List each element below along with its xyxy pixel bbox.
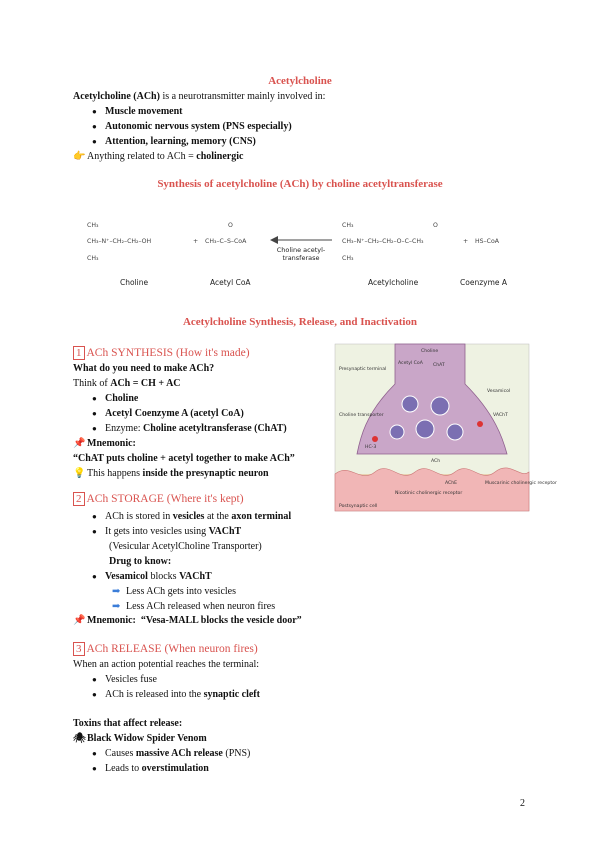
intro-text: is a neurotransmitter mainly involved in: [159, 91, 326, 102]
question-line: What do you need to make ACh? [73, 363, 215, 374]
intro-line [73, 90, 325, 103]
cholinergic-line: 👉 Anything related to ACh = cholinergic [73, 151, 244, 162]
pointing-hand-icon: 👉 [73, 151, 86, 162]
page-number: 2 [520, 798, 525, 809]
mnemonic-line: 📌 Mnemonic: [73, 438, 136, 449]
label-acetylcholine: Acetylcholine [368, 278, 419, 287]
plus-sign-2: + [463, 238, 469, 245]
list-item: ● Enzyme: Choline acetyltransferase (ChAT) [92, 423, 287, 434]
think-line: Think of ACh = CH + AC [73, 378, 181, 389]
label-coenzyme-a: Coenzyme A [460, 278, 508, 287]
ach-ch3-bottom: CH₃ [342, 255, 354, 262]
ach-carbonyl: O [433, 222, 438, 229]
fig-label-presynaptic: Presynaptic terminal [339, 367, 387, 372]
happens-line: 💡 This happens inside the presynaptic neuron [73, 468, 269, 479]
choline-ch3-top: CH₃ [87, 222, 99, 229]
acetylcoa-carbonyl: O [228, 222, 233, 229]
synapse-figure [335, 344, 557, 511]
list-item: ● Causes massive ACh release (PNS) [92, 748, 251, 759]
fig-label-postsynaptic: Postsynaptic cell [339, 504, 378, 509]
acetylcoa-formula: CH₃–C–S–CoA [205, 238, 247, 245]
list-item: ● Acetyl Coenzyme A (acetyl CoA) [92, 408, 244, 419]
fig-label-hc3: HC-3 [365, 445, 377, 450]
lightbulb-icon: 💡 [73, 468, 86, 479]
list-item: ● Autonomic nervous system (PNS especially) [92, 121, 292, 132]
list-item: ● Choline [92, 393, 139, 404]
plus-sign: + [193, 238, 199, 245]
number-badge: 3 [73, 642, 85, 656]
list-item: ● Muscle movement [92, 106, 183, 117]
list-item: ● It gets into vesicles using VAChT [92, 526, 242, 537]
fig-label-acetyl-coa: Acetyl CoA [398, 361, 423, 366]
fig-label-ache: AChE [445, 481, 458, 486]
list-item: ● Vesicles fuse [92, 674, 157, 685]
ach-formula: CH₃–N⁺–CH₂–CH₂–O–C–CH₃ [342, 238, 424, 245]
list-item: ● ACh is stored in vesicles at the axon terminal [92, 511, 292, 522]
pushpin-icon: 📌 [73, 615, 86, 626]
intro-term: Acetylcholine (ACh) [73, 91, 160, 102]
fig-label-vacht: VAChT [493, 413, 508, 418]
fig-label-vesamicol: Vesamicol [487, 389, 511, 394]
right-arrow-icon: ➡ [112, 586, 121, 597]
fig-label-choline-transporter: Choline transporter [339, 413, 384, 418]
arrow-item: ➡ Less ACh gets into vesicles [112, 586, 236, 597]
enzyme-label: Choline acetyl-transferase [276, 246, 326, 262]
number-badge: 1 [73, 346, 85, 360]
list-item: ● Attention, learning, memory (CNS) [92, 136, 256, 147]
page-title: Acetylcholine [268, 75, 332, 87]
synthesis-heading: 1 ACh SYNTHESIS (How it's made) [73, 346, 250, 360]
release-heading: 3 ACh RELEASE (When neuron fires) [73, 642, 258, 656]
list-item: ● Vesamicol blocks VAChT [92, 571, 212, 582]
ach-ch3-top: CH₃ [342, 222, 354, 229]
label-acetyl-coa: Acetyl CoA [210, 278, 251, 287]
mnemonic-text: “ChAT puts choline + acetyl together to make ACh” [73, 453, 295, 464]
choline-ch3-bottom: CH₃ [87, 255, 99, 262]
reaction-arrow [270, 233, 334, 247]
arrow-item: ➡ Less ACh released when neuron fires [112, 601, 276, 612]
synthesis-title: Synthesis of acetylcholine (ACh) by choline acetyltransferase [157, 178, 443, 190]
label-choline: Choline [120, 278, 149, 287]
drug-label: Drug to know: [109, 556, 172, 567]
release-title: Acetylcholine Synthesis, Release, and Inactivation [182, 316, 418, 328]
toxins-heading: Toxins that affect release: [73, 718, 183, 729]
coa-formula: HS–CoA [475, 238, 500, 245]
fig-label-chat: ChAT [433, 363, 445, 368]
fig-label-nicotinic: Nicotinic cholinergic receptor [395, 491, 463, 496]
spider-icon: 🕷 [73, 733, 86, 744]
storage-heading: 2 ACh STORAGE (Where it's kept) [73, 492, 244, 506]
spider-line: 🕷Black Widow Spider Venom [73, 733, 207, 744]
fig-label-ach: ACh [431, 459, 441, 464]
fig-label-muscarinic: Muscarinic cholinergic receptor [485, 481, 557, 486]
list-item: ● Leads to overstimulation [92, 763, 209, 774]
mnemonic-line: 📌 Mnemonic: “Vesa-MALL blocks the vesicle door” [73, 615, 302, 626]
right-arrow-icon: ➡ [112, 601, 121, 612]
pushpin-icon: 📌 [73, 438, 86, 449]
choline-formula: CH₃–N⁺–CH₂–CH₂–OH [87, 238, 152, 245]
fig-label-choline: Choline [421, 349, 439, 354]
list-item: ● ACh is released into the synaptic cleft [92, 689, 260, 700]
number-badge: 2 [73, 492, 85, 506]
vacht-expansion: (Vesicular AcetylCholine Transporter) [109, 541, 262, 552]
release-intro: When an action potential reaches the terminal: [73, 659, 260, 670]
